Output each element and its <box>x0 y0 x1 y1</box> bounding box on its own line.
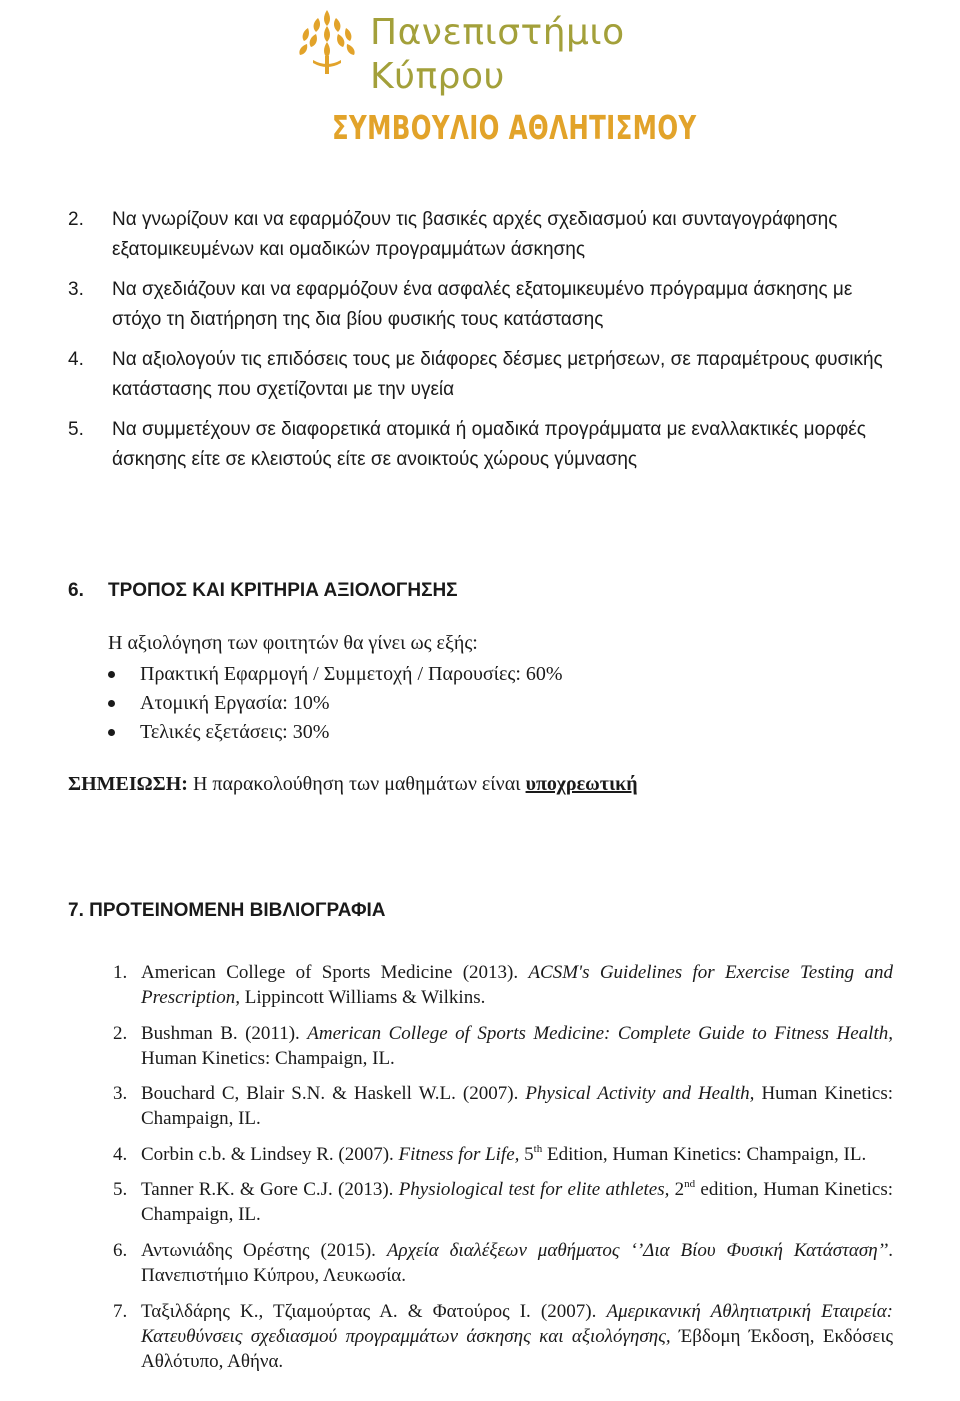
ref-title: Αμερικανική Αθλητιατρική Εταιρεία: Κατευθύνσεις σχεδιασμού προγραμμάτων άσκησης και αξιολόγησης, <box>141 1300 893 1347</box>
list-item <box>113 1299 893 1374</box>
list-item <box>68 415 898 475</box>
ref-title: Physiological test for elite athletes, <box>398 1179 670 1201</box>
item-number: 5. <box>113 1179 128 1201</box>
item-number: 3. <box>68 279 84 300</box>
list-item <box>113 1081 893 1131</box>
note-text: Η παρακολούθηση των μαθημάτων είναι <box>187 773 526 795</box>
section-title: ΤΡΟΠΟΣ ΚΑΙ ΚΡΙΤΗΡΙΑ ΑΞΙΟΛΟΓΗΣΗΣ <box>108 580 458 601</box>
ref-publisher: . Πανεπιστήμιο Κύπρου, Λευκωσία. <box>141 1239 893 1286</box>
ref-authors: Corbin c.b. & Lindsey R. (2007). <box>141 1143 399 1165</box>
ref-title: Fitness for Life, <box>398 1143 520 1165</box>
ref-publisher: Lippincott Williams & Wilkins. <box>240 987 486 1008</box>
learning-outcomes-list <box>68 205 898 485</box>
item-number: 4. <box>68 349 84 370</box>
section-number: 6. <box>68 580 84 601</box>
ref-authors: Αντωνιάδης Ορέστης (2015). <box>141 1239 387 1261</box>
assessment-criteria-list <box>108 660 563 747</box>
university-tree-logo-icon <box>296 8 358 78</box>
item-text: Ατομική Εργασία: 10% <box>140 692 330 714</box>
ref-publisher: Human Kinetics: Champaign, IL. <box>141 1047 395 1069</box>
university-name-line1: Πανεπιστήμιο <box>370 12 625 53</box>
ref-publisher: Human Kinetics: Champaign, IL. <box>141 1083 893 1130</box>
item-text: Να συμμετέχουν σε διαφορετικά ατομικά ή ομαδικά προγράμματα με εναλλακτικές μορφές άσκησης είτε σε κλειστούς είτε σε ανοικτούς χώρους γύμνασης <box>112 419 866 470</box>
bullet-icon <box>108 671 115 678</box>
list-item <box>68 275 898 335</box>
item-text: Πρακτική Εφαρμογή / Συμμετοχή / Παρουσίες: 60% <box>140 663 563 685</box>
ref-publisher: Έβδομη Έκδοση, Εκδόσεις Αθλότυπο, Αθήνα. <box>141 1325 893 1372</box>
ref-title: American College of Sports Medicine: Complete Guide to Fitness Health, <box>307 1022 893 1044</box>
ref-edition: 2 <box>669 1179 685 1201</box>
section-title: ΠΡΟΤΕΙΝΟΜΕΝΗ ΒΙΒΛΙΟΓΡΑΦΙΑ <box>89 900 386 921</box>
bullet-icon <box>108 700 115 707</box>
sports-council-title: ΣΥΜΒΟΥΛΙΟ ΑΘΛΗΤΙΣΜΟΥ <box>332 108 697 147</box>
section-heading-bibliography <box>68 900 386 922</box>
item-number: 6. <box>113 1239 128 1261</box>
bullet-icon <box>108 729 115 736</box>
ref-title: Physical Activity and Health, <box>525 1083 755 1105</box>
university-name-line2: Κύπρου <box>370 56 505 97</box>
item-text: Να σχεδιάζουν και να εφαρμόζουν ένα ασφαλές εξατομικευμένο πρόγραμμα άσκησης με στόχο τη διατήρηση της δια βίου φυσικής τους κατάστασης <box>112 279 853 330</box>
list-item <box>113 1142 893 1167</box>
note-emphasis: υποχρεωτική <box>525 773 638 795</box>
item-number: 7. <box>113 1300 128 1322</box>
item-number: 4. <box>113 1143 128 1165</box>
item-number: 1. <box>113 962 128 983</box>
list-item <box>113 1238 893 1288</box>
ref-authors: Bouchard C, Blair S.N. & Haskell W.L. (2007). <box>141 1083 526 1105</box>
ref-title: ACSM's Guidelines for Exercise Testing and Prescription, <box>141 962 893 1008</box>
item-text: Τελικές εξετάσεις: 30% <box>140 721 330 743</box>
ref-authors: Bushman B. (2011). <box>141 1022 308 1044</box>
page-header <box>0 0 960 170</box>
bibliography-list <box>113 960 893 1384</box>
list-item <box>108 660 563 689</box>
ref-authors: Ταξιλδάρης Κ., Τζιαμούρτας Α. & Φατούρος Ι. (2007). <box>141 1300 607 1322</box>
list-item <box>108 689 563 718</box>
list-item <box>113 1021 893 1071</box>
ref-title: Αρχεία διαλέξεων μαθήματος ‘’Δια Βίου Φυσική Κατάσταση’’ <box>386 1239 889 1261</box>
ref-authors: American College of Sports Medicine (2013). <box>141 962 529 983</box>
item-text: Να αξιολογούν τις επιδόσεις τους με διάφορες δέσμες μετρήσεων, σε παραμέτρους φυσικής κατάστασης που σχετίζονται με την υγεία <box>112 349 883 400</box>
item-number: 2. <box>113 1022 128 1044</box>
list-item <box>68 205 898 265</box>
item-number: 2. <box>68 209 84 230</box>
note-label: ΣΗΜΕΙΩΣΗ: <box>68 773 188 795</box>
list-item <box>68 345 898 405</box>
section-number: 7. <box>68 900 84 921</box>
item-text: Να γνωρίζουν και να εφαρμόζουν τις βασικές αρχές σχεδιασμού και συνταγογράφησης εξατομικευμένων και ομαδικών προγραμμάτων άσκησης <box>112 209 838 260</box>
ref-superscript: nd <box>684 1178 696 1191</box>
list-item <box>108 718 563 747</box>
section-heading-assessment <box>68 580 458 602</box>
attendance-note <box>68 773 638 796</box>
ref-publisher: edition, Human Kinetics: Champaign, IL. <box>141 1179 893 1226</box>
list-item <box>113 960 893 1010</box>
ref-edition: 5 <box>519 1143 534 1165</box>
item-number: 5. <box>68 419 84 440</box>
ref-superscript: th <box>533 1142 543 1155</box>
list-item <box>113 1177 893 1227</box>
ref-authors: Tanner R.K. & Gore C.J. (2013). <box>141 1179 399 1201</box>
assessment-intro: Η αξιολόγηση των φοιτητών θα γίνει ως εξής: <box>108 632 478 654</box>
ref-publisher: Edition, Human Kinetics: Champaign, IL. <box>542 1143 867 1165</box>
item-number: 3. <box>113 1083 128 1105</box>
